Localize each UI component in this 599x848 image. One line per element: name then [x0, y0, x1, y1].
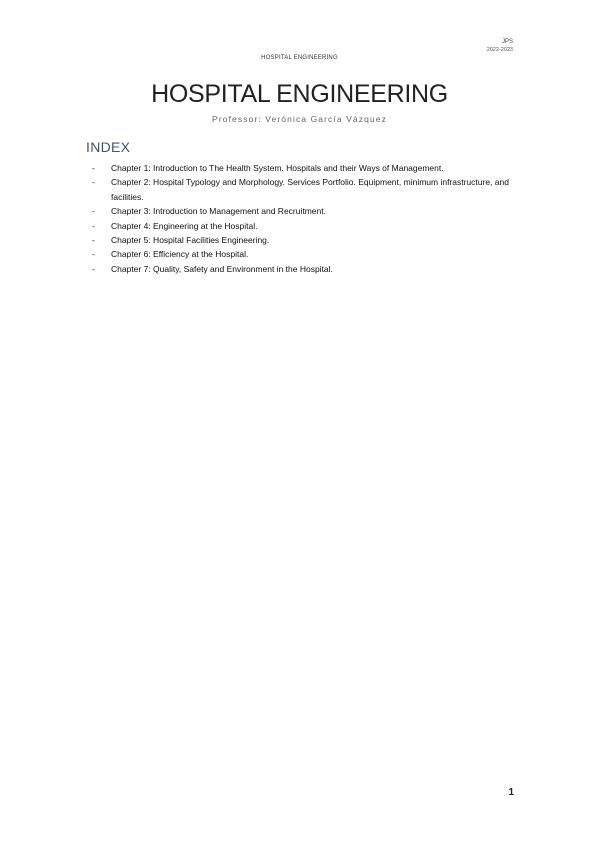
page-number: 1 — [508, 787, 514, 798]
list-bullet: - — [92, 163, 95, 173]
document-subtitle: Professor: Verónica García Vázquez — [212, 114, 387, 124]
index-item-chapter-7 — [92, 262, 522, 276]
index-item-chapter-3 — [92, 204, 522, 218]
index-item-text: Chapter 4: Engineering at the Hospital. — [111, 220, 258, 231]
list-bullet: - — [92, 206, 95, 217]
index-item-chapter-6 — [92, 247, 522, 261]
list-bullet: - — [92, 177, 95, 188]
index-item-chapter-2 — [92, 175, 522, 204]
header-year: 2022-2023 — [486, 47, 513, 53]
header-corner-info — [487, 38, 513, 54]
running-header: HOSPITAL ENGINEERING — [261, 55, 338, 61]
index-item-text: Chapter 7: Quality, Safety and Environment in the Hospital. — [111, 263, 333, 274]
list-bullet: - — [92, 220, 95, 231]
index-item-text: Chapter 2: Hospital Typology and Morphology. Services Portfolio. Equipment, minimum infrastructure, and facilities. — [111, 177, 509, 202]
index-list — [92, 161, 522, 276]
index-item-chapter-4 — [92, 219, 522, 233]
index-item-chapter-1 — [92, 161, 522, 175]
index-item-text: Chapter 3: Introduction to Management and Recruitment. — [111, 206, 326, 217]
index-item-text: Chapter 1: Introduction to The Health System. Hospitals and their Ways of Management. — [111, 163, 444, 173]
header-author: JPS — [501, 39, 513, 45]
list-bullet: - — [92, 249, 95, 260]
document-title: HOSPITAL ENGINEERING — [151, 80, 448, 108]
index-item-text: Chapter 5: Hospital Facilities Engineering. — [111, 235, 270, 246]
index-item-chapter-5 — [92, 233, 522, 247]
list-bullet: - — [92, 235, 95, 246]
index-heading: INDEX — [86, 139, 131, 155]
index-item-text: Chapter 6: Efficiency at the Hospital. — [111, 249, 249, 260]
list-bullet: - — [92, 263, 95, 274]
